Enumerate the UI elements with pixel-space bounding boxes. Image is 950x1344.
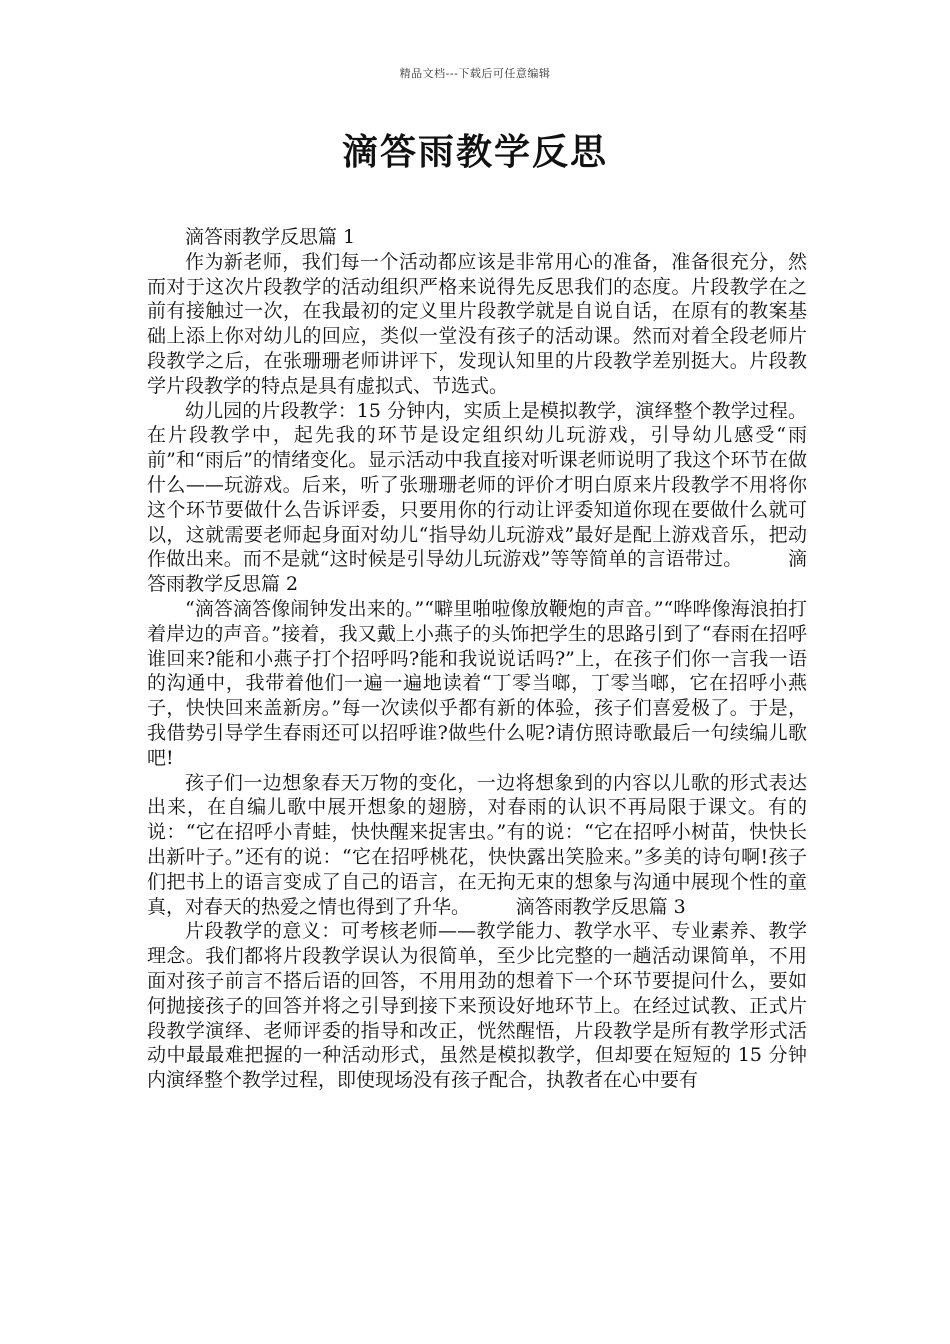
paragraph-2 [147, 399, 807, 597]
paragraph-2-text: 幼儿园的片段教学：15 分钟内，实质上是模拟教学，演绎整个教学过程。在片段教学中，起先我的环节是设定组织幼儿玩游戏，引导幼儿感受“雨前”和“雨后”的情绪变化。显示活动中我直接对听课老师说明了我这个环节在做什么——玩游戏。后来，听了张珊珊老师的评价才明白原来片段教学不用将你这个环节要做什么告诉评委，只要用你的行动让评委知道你现在要做什么就可以，这就需要老师起身面对幼儿“指导幼儿玩游戏”最好是配上游戏音乐，把动作做出来。而不是就“这时候是引导幼儿玩游戏”等等简单的言语带过。 [147, 399, 807, 571]
section-heading-3: 滴答雨教学反思篇 3 [515, 895, 686, 918]
paragraph-5: 片段教学的意义：可考核老师——教学能力、教学水平、专业素养、教学理念。我们都将片段教学误认为很简单，至少比完整的一趟活动课简单，不用面对孩子前言不搭后语的回答，不用用劲的想着下一个环节要提问什么，要如何抛接孩子的回答并将之引导到接下来预设好地环节上。在经过试教、正式片段教学演绎、老师评委的指导和改正，恍然醒悟，片段教学是所有教学形式活动中最最难把握的一种活动形式，虽然是模拟教学，但却要在短短的 15 分钟内演绎整个教学过程，即使现场没有孩子配合，执教者在心中要有 [147, 920, 807, 1092]
paragraph-4-text: 孩子们一边想象春天万物的变化，一边将想象到的内容以儿歌的形式表达出来，在自编儿歌中展开想象的翅膀，对春雨的认识不再局限于课文。有的说：“它在招呼小青蛙，快快醒来捉害虫。”有的说：“它在招呼小树苗，快快长出新叶子。”还有的说：“它在招呼桃花，快快露出笑脸来。”多美的诗句啊!孩子们把书上的语言变成了自己的语言，在无拘无束的想象与沟通中展现个性的童真，对春天的热爱之情也得到了升华。 [147, 771, 807, 918]
document-body [147, 225, 807, 1093]
section-heading-1: 滴答雨教学反思篇 1 [185, 226, 356, 248]
document-title: 滴答雨教学反思 [341, 131, 608, 173]
paragraph-3: “滴答滴答像闹钟发出来的。”“噼里啪啦像放鞭炮的声音。”“哗哗像海浪拍打着岸边的声音。”接着，我又戴上小燕子的头饰把学生的思路引到了“春雨在招呼谁回来?能和小燕子打个招呼吗?能和我说说话吗?”上，在孩子们你一言我一语的沟通中，我带着他们一遍一遍地读着“丁零当啷，丁零当啷，它在招呼小燕子，快快回来盖新房。”每一次读似乎都有新的体验，孩子们喜爱极了。于是，我借势引导学生春雨还可以招呼谁?做些什么呢?请仿照诗歌最后一句续编儿歌吧! [147, 597, 807, 769]
paragraph-4 [147, 771, 807, 920]
page-header: 精品文档---下载后可任意编辑 [399, 67, 551, 80]
paragraph-1: 作为新老师，我们每一个活动都应该是非常用心的准备，准备很充分，然而对于这次片段教学的活动组织严格来说得先反思我们的态度。片段教学在之前有接触过一次，在我最初的定义里片段教学就是自说自话，在原有的教案基础上添上你对幼儿的回应，类似一堂没有孩子的活动课。然而对着全段老师片段教学之后，在张珊珊老师讲评下，发现认知里的片段教学差别挺大。片段教学片段教学的特点是具有虚拟式、节选式。 [147, 250, 807, 397]
section-heading-2: 滴答雨教学反思篇 2 [147, 548, 807, 596]
